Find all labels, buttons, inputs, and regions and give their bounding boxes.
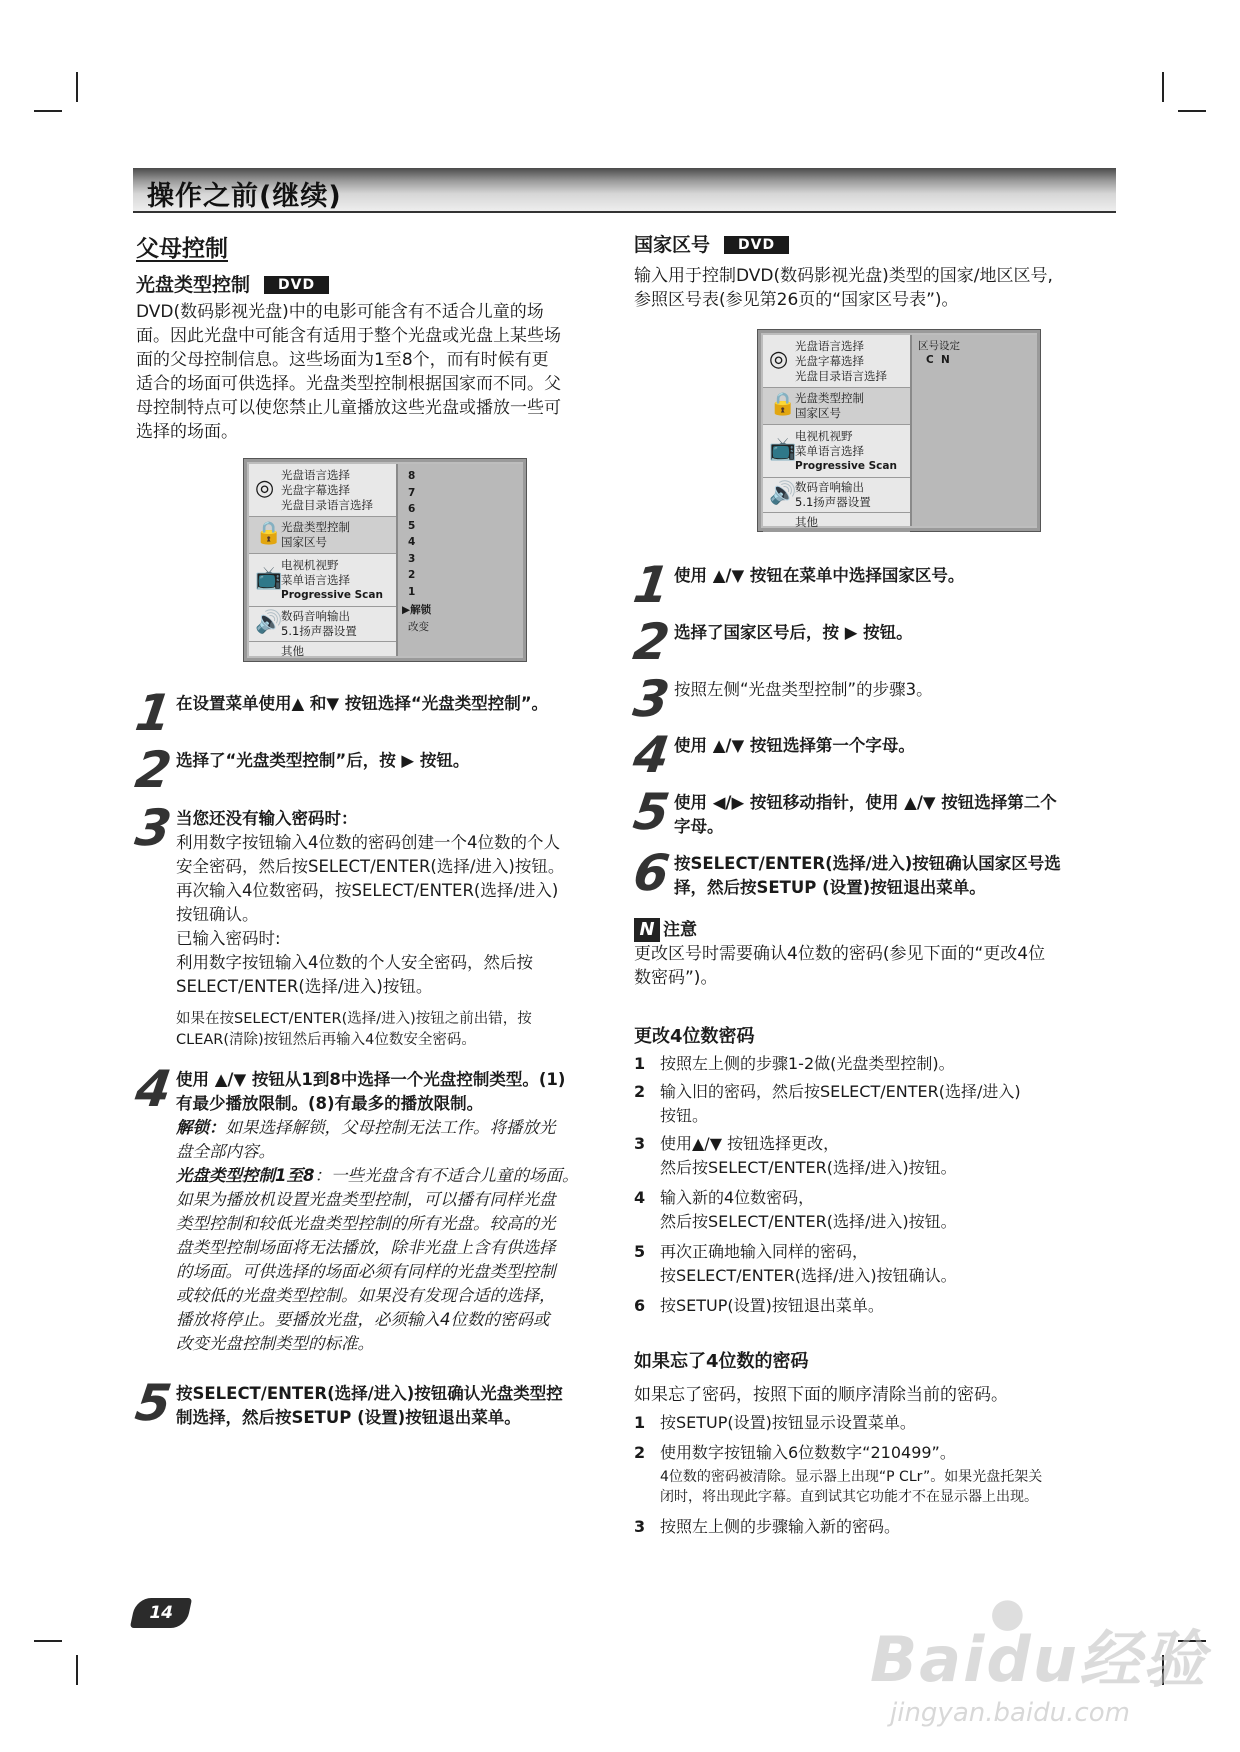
step-body xyxy=(176,807,616,1051)
paw-icon: ● xyxy=(990,1590,1025,1636)
list-line: 按照左上侧的步骤1-2做(光盘类型控制)。 xyxy=(660,1054,955,1073)
step-number: 5 xyxy=(131,1374,175,1432)
intro-line: 选择的场面。 xyxy=(136,422,238,442)
step-note-line: 如果在按SELECT/ENTER(选择/进入)按钮之前出错，按 xyxy=(176,1011,532,1027)
rating-value: 6 xyxy=(408,503,416,515)
setup-menu-country xyxy=(757,329,1041,532)
crop-mark xyxy=(1178,110,1206,112)
menu-group xyxy=(763,388,910,425)
intro-line: 参照区号表(参见第26页的“国家区号表”)。 xyxy=(634,290,959,310)
baidu-watermark xyxy=(870,1590,1210,1740)
menu-item: Progressive Scan xyxy=(281,588,383,601)
list-line: 输入旧的密码，然后按SELECT/ENTER(选择/进入) xyxy=(660,1082,1021,1101)
list-text xyxy=(660,1080,1120,1128)
menu-item: 光盘字幕选择 xyxy=(795,353,864,368)
rating-value: 1 xyxy=(408,585,416,598)
lock-icon: 🔒 xyxy=(769,392,797,417)
unlock-text xyxy=(176,1116,616,1140)
step-note xyxy=(176,1009,616,1051)
menu-item: 5.1扬声器设置 xyxy=(795,495,871,509)
note-heading xyxy=(634,915,1114,942)
list-number: 5 xyxy=(634,1242,646,1261)
list-line: 按照左上侧的步骤输入新的密码。 xyxy=(660,1517,901,1536)
list-subnote-line: 闭时，将出现此字幕。直到试其它功能才不在显示器上出现。 xyxy=(660,1489,1038,1505)
rating-line: 改变光盘控制类型的标准。 xyxy=(176,1334,374,1353)
crop-mark xyxy=(76,1655,78,1685)
unlock-line: 盘全部内容。 xyxy=(176,1142,275,1161)
disc-icon: ◎ xyxy=(769,347,789,372)
watermark-brand: Baidu经验 xyxy=(870,1623,1207,1696)
list-subnote-line: 4位数的密码被清除。显示器上出现“P CLr”。如果光盘托架关 xyxy=(660,1469,1043,1485)
list-text xyxy=(660,1240,1120,1288)
list-number: 4 xyxy=(634,1188,646,1207)
step-number: 2 xyxy=(629,613,673,671)
list-line: 按SETUP(设置)按钮退出菜单。 xyxy=(660,1296,884,1315)
menu-item: 光盘语言选择 xyxy=(795,338,864,353)
menu-item: 国家区号 xyxy=(281,535,327,549)
menu-group xyxy=(249,517,396,554)
menu-item: 光盘字幕选择 xyxy=(281,482,350,497)
menu-item: 光盘类型控制 xyxy=(281,520,350,534)
list-number: 3 xyxy=(634,1517,646,1536)
step-line: 使用 ▲/▼ 按钮选择第一个字母。 xyxy=(674,736,915,755)
list-text xyxy=(660,1515,1120,1539)
list-number: 6 xyxy=(634,1296,646,1315)
setup-menu-categories xyxy=(763,335,910,529)
step-line: 选择了“光盘类型控制”后，按 ▶ 按钮。 xyxy=(176,751,470,770)
menu-item: 光盘目录语言选择 xyxy=(281,497,373,512)
step-body xyxy=(176,692,616,716)
list-line: 按钮。 xyxy=(660,1106,709,1125)
speaker-icon: 🔊 xyxy=(255,610,283,635)
rating-value: 8 xyxy=(408,470,416,482)
rating-value: 5 xyxy=(408,519,416,532)
step-line: 已输入密码时: xyxy=(176,929,281,948)
list-number: 2 xyxy=(634,1443,646,1462)
menu-item: 国家区号 xyxy=(795,406,841,420)
step-body xyxy=(176,749,616,773)
rating-label: 光盘类型控制1至8 xyxy=(176,1166,315,1185)
step-line: 选择了国家区号后，按 ▶ 按钮。 xyxy=(674,623,913,642)
header-banner xyxy=(133,168,1116,213)
step-line: 安全密码，然后按SELECT/ENTER(选择/进入)按钮。 xyxy=(176,857,565,876)
unlock-label: 解锁： xyxy=(176,1118,226,1137)
list-text xyxy=(660,1294,1120,1318)
list-number: 3 xyxy=(634,1134,646,1153)
list-number: 2 xyxy=(634,1082,646,1101)
menu-item: 其他 xyxy=(795,514,818,529)
intro-line: 面的父母控制信息。这些场面为1至8个，而有时候有更 xyxy=(136,350,549,370)
list-line: 然后按SELECT/ENTER(选择/进入)按钮。 xyxy=(660,1158,957,1177)
menu-item: 光盘目录语言选择 xyxy=(795,368,887,383)
list-text xyxy=(660,1132,1120,1180)
step-number: 3 xyxy=(629,670,673,728)
menu-group xyxy=(249,607,396,642)
dvd-badge: DVD xyxy=(724,236,789,254)
rating-value: 2 xyxy=(408,569,416,581)
setup-menu-categories xyxy=(249,464,396,656)
menu-item: 电视机视野 xyxy=(281,557,339,572)
step-number: 3 xyxy=(131,799,175,857)
menu-group xyxy=(763,425,910,478)
step-number: 2 xyxy=(131,741,175,799)
menu-item: 电视机视野 xyxy=(795,428,853,443)
menu-group xyxy=(249,554,396,607)
tv-icon: 📺 xyxy=(255,566,283,591)
menu-group xyxy=(763,335,910,388)
list-line: 按SELECT/ENTER(选择/进入)按钮确认。 xyxy=(660,1266,957,1285)
menu-item: 5.1扬声器设置 xyxy=(281,624,357,638)
menu-item: 光盘语言选择 xyxy=(281,467,350,482)
crop-mark xyxy=(34,110,62,112)
step-body xyxy=(176,1382,616,1430)
forgot-password-list xyxy=(634,1411,1124,1561)
intro-line: DVD(数码影视光盘)中的电影可能含有不适合儿童的场 xyxy=(136,302,544,322)
step-line: 在设置菜单使用▲ 和▼ 按钮选择“光盘类型控制”。 xyxy=(176,694,549,713)
intro-paragraph xyxy=(136,300,616,444)
step-line: 使用 ▲/▼ 按钮在菜单中选择国家区号。 xyxy=(674,566,965,585)
list-line: 使用数字按钮输入6位数数字“210499”。 xyxy=(660,1443,956,1462)
step-line: 择，然后按SETUP (设置)按钮退出菜单。 xyxy=(674,878,986,897)
list-number: 1 xyxy=(634,1054,646,1073)
note-line: 数密码”)。 xyxy=(634,968,718,988)
section-title-parental: 父母控制 xyxy=(136,236,228,262)
rating-line: ：一些光盘含有不适合儿童的场面。 xyxy=(314,1166,579,1185)
note-text xyxy=(634,942,1114,990)
page-number: 14 xyxy=(130,1598,192,1628)
section-title-country xyxy=(634,230,789,257)
forgot-password-title: 如果忘了4位数的密码 xyxy=(634,1351,809,1372)
menu-group xyxy=(249,642,396,661)
rating-line: 的场面。可供选择的场面必须有同样的光盘类型控制 xyxy=(176,1262,556,1281)
step-number: 4 xyxy=(629,726,673,784)
note-title: 注意 xyxy=(663,920,697,940)
country-intro xyxy=(634,264,1114,312)
list-line: 然后按SELECT/ENTER(选择/进入)按钮。 xyxy=(660,1212,957,1231)
list-text xyxy=(660,1411,1120,1435)
sub-title-rating xyxy=(136,270,329,297)
speaker-icon: 🔊 xyxy=(769,481,797,506)
step-body xyxy=(674,852,1114,900)
tv-icon: 📺 xyxy=(769,437,797,462)
step-line: 字母。 xyxy=(674,817,724,836)
step-number: 5 xyxy=(629,783,673,841)
note-line: 更改区号时需要确认4位数的密码(参见下面的“更改4位 xyxy=(634,944,1046,964)
step-line: 按照左侧“光盘类型控制”的步骤3。 xyxy=(674,680,933,699)
step-line: 按钮确认。 xyxy=(176,905,259,924)
setup-menu-values xyxy=(910,335,1037,526)
menu-item: 菜单语言选择 xyxy=(795,443,864,458)
forgot-password-intro: 如果忘了密码，按照下面的顺序清除当前的密码。 xyxy=(634,1385,1008,1405)
watermark-url: jingyan.baidu.com xyxy=(890,1698,1130,1728)
step-body xyxy=(674,791,1114,839)
menu-item: 数码音响输出 xyxy=(281,609,350,623)
step-line: 制选择，然后按SETUP (设置)按钮退出菜单。 xyxy=(176,1408,521,1427)
step-number: 4 xyxy=(131,1060,175,1118)
menu-item: Progressive Scan xyxy=(795,459,897,472)
intro-line: 输入用于控制DVD(数码影视光盘)类型的国家/地区区号, xyxy=(634,266,1053,286)
rating-line: 类型控制和较低光盘类型控制的所有光盘。较高的光 xyxy=(176,1214,556,1233)
lock-icon: 🔒 xyxy=(255,521,283,546)
menu-group xyxy=(763,513,910,532)
step-body xyxy=(674,734,1114,758)
step-body xyxy=(674,621,1114,645)
intro-line: 面。因此光盘中可能含有适用于整个光盘或光盘上某些场 xyxy=(136,326,561,346)
rating-value: ▶解锁 xyxy=(402,604,432,616)
rating-value: 改变 xyxy=(408,620,429,633)
list-line: 使用▲/▼ 按钮选择更改， xyxy=(660,1134,840,1153)
step-line: 利用数字按钮输入4位数的密码创建一个4位数的个人 xyxy=(176,833,560,852)
note-icon: N xyxy=(634,918,660,942)
step-line: 使用 ▲/▼ 按钮从1到8中选择一个光盘控制类型。(1) xyxy=(176,1070,566,1089)
list-number: 1 xyxy=(634,1413,646,1432)
step-line: 有最少播放限制。(8)有最多的播放限制。 xyxy=(176,1094,484,1113)
step-heading: 当您还没有输入密码时： xyxy=(176,809,358,828)
intro-line: 母控制特点可以使您禁止儿童播放这些光盘或播放一些可 xyxy=(136,398,561,418)
rating-text xyxy=(176,1164,616,1188)
step-line: 按SELECT/ENTER(选择/进入)按钮确认国家区号选 xyxy=(674,854,1061,873)
setup-menu-values xyxy=(396,464,523,656)
list-line: 按SETUP(设置)按钮显示设置菜单。 xyxy=(660,1413,916,1432)
step-line: 按SELECT/ENTER(选择/进入)按钮确认光盘类型控 xyxy=(176,1384,563,1403)
menu-item: 菜单语言选择 xyxy=(281,572,350,587)
list-text xyxy=(660,1441,1120,1507)
step-body xyxy=(176,1068,616,1356)
list-text xyxy=(660,1052,1120,1076)
country-code-value: C N xyxy=(926,354,950,366)
rating-value: 3 xyxy=(408,552,416,565)
change-password-title: 更改4位数密码 xyxy=(634,1026,755,1047)
rating-line: 如果为播放机设置光盘类型控制，可以播有同样光盘 xyxy=(176,1190,556,1209)
intro-line: 适合的场面可供选择。光盘类型控制根据国家而不同。父 xyxy=(136,374,561,394)
list-line: 再次正确地输入同样的密码， xyxy=(660,1242,869,1261)
step-number: 1 xyxy=(131,684,175,742)
menu-item: 光盘类型控制 xyxy=(795,391,864,405)
setup-menu-rating xyxy=(243,458,527,662)
crop-mark xyxy=(76,72,78,102)
rating-line: 或较低的光盘类型控制。如果没有发现合适的选择， xyxy=(176,1286,556,1305)
rating-value: 7 xyxy=(408,486,416,499)
crop-mark xyxy=(34,1640,62,1642)
step-note-line: CLEAR(清除)按钮然后再输入4位数安全密码。 xyxy=(176,1032,476,1048)
country-code-title: 区号设定 xyxy=(918,340,960,352)
country-title-label: 国家区号 xyxy=(634,234,711,256)
dvd-badge: DVD xyxy=(264,276,329,294)
step-line: 利用数字按钮输入4位数的个人安全密码，然后按 xyxy=(176,953,533,972)
list-subnote xyxy=(660,1467,1120,1507)
list-line: 输入新的4位数密码， xyxy=(660,1188,815,1207)
rating-line: 播放将停止。要播放光盘，必须输入4位数的密码或 xyxy=(176,1310,550,1329)
menu-item: 其他 xyxy=(281,643,304,658)
step-number: 6 xyxy=(629,844,673,902)
step-line: SELECT/ENTER(选择/进入)按钮。 xyxy=(176,977,433,996)
disc-icon: ◎ xyxy=(255,476,275,501)
menu-group xyxy=(249,464,396,517)
menu-item: 数码音响输出 xyxy=(795,480,864,494)
rating-value: 4 xyxy=(408,536,416,548)
step-line: 使用 ◀/▶ 按钮移动指针，使用 ▲/▼ 按钮选择第二个 xyxy=(674,793,1057,812)
unlock-line: 如果选择解锁，父母控制无法工作。将播放光 xyxy=(225,1118,556,1137)
step-number: 1 xyxy=(629,556,673,614)
menu-group xyxy=(763,478,910,513)
list-text xyxy=(660,1186,1120,1234)
change-password-list xyxy=(634,1052,1114,1322)
step-body xyxy=(674,678,1114,702)
step-body xyxy=(674,564,1114,588)
note-block xyxy=(634,915,1114,990)
rating-line: 盘类型控制场面将无法播放，除非光盘上含有供选择 xyxy=(176,1238,556,1257)
step-line: 再次输入4位数密码，按SELECT/ENTER(选择/进入) xyxy=(176,881,559,900)
page-title: 操作之前(继续) xyxy=(147,181,342,212)
crop-mark xyxy=(1162,72,1164,102)
sub-title-label: 光盘类型控制 xyxy=(136,274,251,296)
